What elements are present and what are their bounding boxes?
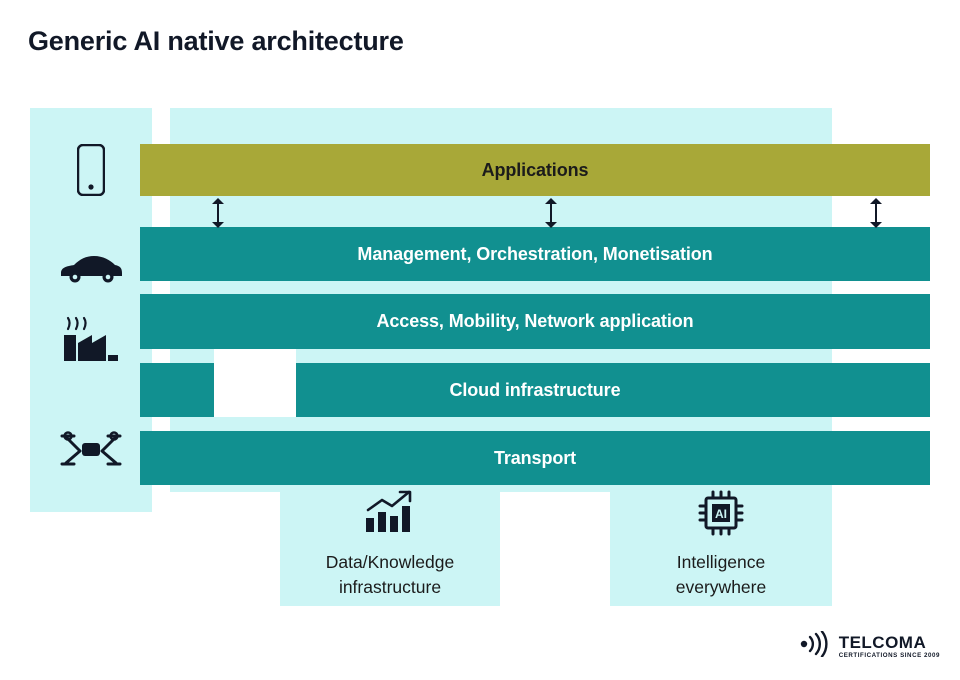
factory-icon (58, 310, 124, 370)
layer-label-applications: Applications (481, 159, 589, 180)
bar-chart-growth-icon (362, 490, 418, 536)
brand-logo (798, 631, 940, 662)
feature-label-line1: Intelligence (676, 552, 766, 572)
connector-arrow-icon (869, 198, 883, 228)
signal-waves-icon (798, 631, 832, 662)
page-title: Generic AI native architecture (28, 26, 404, 56)
connector-arrow-icon (544, 198, 558, 228)
layer-label-management: Management, Orchestration, Monetisation (357, 243, 713, 264)
feature-label-line2: everywhere (675, 577, 767, 598)
layer-label-cloud: Cloud infrastructure (449, 379, 621, 400)
feature-label-line1: Data/Knowledge (325, 552, 455, 572)
ai-chip-icon (693, 490, 749, 536)
layer-bar-transport (140, 431, 930, 485)
svg-text:AI: AI (715, 507, 727, 521)
logo-tagline: CERTIFICATIONS SINCE 2009 (838, 651, 940, 659)
drone-icon (58, 420, 124, 480)
layer-label-transport: Transport (493, 447, 577, 468)
layer-bar-access (140, 294, 930, 349)
smartphone-icon (58, 140, 124, 200)
connector-arrow-icon (211, 198, 225, 228)
layer-bar-applications (140, 144, 930, 196)
layer-bar-management (140, 227, 930, 281)
feature-data-knowledge (280, 490, 500, 601)
layer-label-access: Access, Mobility, Network application (376, 311, 694, 331)
feature-intelligence (610, 490, 832, 601)
logo-name: TELCOMA (838, 632, 927, 652)
cloud-bar-notch (214, 349, 296, 417)
car-icon (58, 238, 124, 298)
feature-label-line2: infrastructure (338, 577, 442, 598)
